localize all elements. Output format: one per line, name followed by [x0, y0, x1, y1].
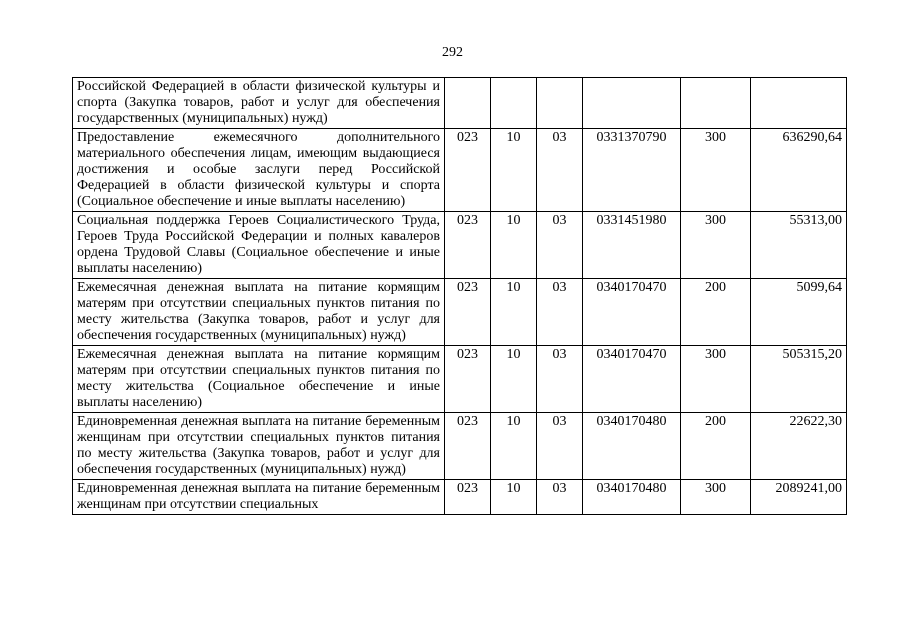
- subsection-code-cell: [537, 78, 583, 129]
- row-description: Социальная поддержка Героев Социалистического Труда, Героев Труда Российской Федерации и полных кавалеров ордена Трудовой Славы (Социальное обеспечение и иные выплаты населению): [73, 212, 445, 279]
- table-row: [73, 413, 847, 480]
- expense-type-cell: 300: [681, 480, 751, 515]
- target-article-cell: 0340170470: [583, 279, 681, 346]
- ministry-code-cell: 023: [445, 346, 491, 413]
- table-row: [73, 78, 847, 129]
- amount-cell: 505315,20: [751, 346, 847, 413]
- row-description: Ежемесячная денежная выплата на питание кормящим матерям при отсутствии специальных пунктов питания по месту жительства (Закупка товаров, работ и услуг для обеспечения государственных (муниципальных) нужд): [73, 279, 445, 346]
- row-description: Ежемесячная денежная выплата на питание кормящим матерям при отсутствии специальных пунктов питания по месту жительства (Социальное обеспечение и иные выплаты населению): [73, 346, 445, 413]
- amount-cell: 636290,64: [751, 129, 847, 212]
- subsection-code-cell: 03: [537, 480, 583, 515]
- subsection-code-cell: 03: [537, 413, 583, 480]
- amount-cell: 55313,00: [751, 212, 847, 279]
- budget-table: [72, 77, 847, 515]
- page-number: 292: [442, 45, 463, 60]
- section-code-cell: 10: [491, 480, 537, 515]
- expense-type-cell: 300: [681, 129, 751, 212]
- section-code-cell: [491, 78, 537, 129]
- target-article-cell: 0340170480: [583, 480, 681, 515]
- section-code-cell: 10: [491, 413, 537, 480]
- amount-cell: [751, 78, 847, 129]
- ministry-code-cell: 023: [445, 129, 491, 212]
- amount-cell: 22622,30: [751, 413, 847, 480]
- expense-type-cell: 300: [681, 346, 751, 413]
- row-description: Российской Федерацией в области физической культуры и спорта (Закупка товаров, работ и услуг для обеспечения государственных (муниципальных) нужд): [73, 78, 445, 129]
- subsection-code-cell: 03: [537, 129, 583, 212]
- expense-type-cell: [681, 78, 751, 129]
- ministry-code-cell: 023: [445, 480, 491, 515]
- subsection-code-cell: 03: [537, 346, 583, 413]
- row-description: Предоставление ежемесячного дополнительного материального обеспечения лицам, имеющим выдающиеся достижения и особые заслуги перед Российской Федерацией в области физической культуры и спорта (Социальное обеспечение и иные выплаты населению): [73, 129, 445, 212]
- table-row: [73, 129, 847, 212]
- expense-type-cell: 300: [681, 212, 751, 279]
- table-row: [73, 346, 847, 413]
- table-row: [73, 480, 847, 515]
- target-article-cell: 0340170470: [583, 346, 681, 413]
- table-row: [73, 279, 847, 346]
- target-article-cell: 0340170480: [583, 413, 681, 480]
- target-article-cell: 0331370790: [583, 129, 681, 212]
- ministry-code-cell: [445, 78, 491, 129]
- ministry-code-cell: 023: [445, 212, 491, 279]
- amount-cell: 2089241,00: [751, 480, 847, 515]
- amount-cell: 5099,64: [751, 279, 847, 346]
- row-description: Единовременная денежная выплата на питание беременным женщинам при отсутствии специальных: [73, 480, 445, 515]
- target-article-cell: [583, 78, 681, 129]
- expense-type-cell: 200: [681, 279, 751, 346]
- row-description: Единовременная денежная выплата на питание беременным женщинам при отсутствии специальных пунктов питания по месту жительства (Закупка товаров, работ и услуг для обеспечения государственных (муниципальных) нужд): [73, 413, 445, 480]
- expense-type-cell: 200: [681, 413, 751, 480]
- ministry-code-cell: 023: [445, 413, 491, 480]
- ministry-code-cell: 023: [445, 279, 491, 346]
- subsection-code-cell: 03: [537, 212, 583, 279]
- section-code-cell: 10: [491, 212, 537, 279]
- section-code-cell: 10: [491, 346, 537, 413]
- table-row: [73, 212, 847, 279]
- section-code-cell: 10: [491, 279, 537, 346]
- subsection-code-cell: 03: [537, 279, 583, 346]
- section-code-cell: 10: [491, 129, 537, 212]
- target-article-cell: 0331451980: [583, 212, 681, 279]
